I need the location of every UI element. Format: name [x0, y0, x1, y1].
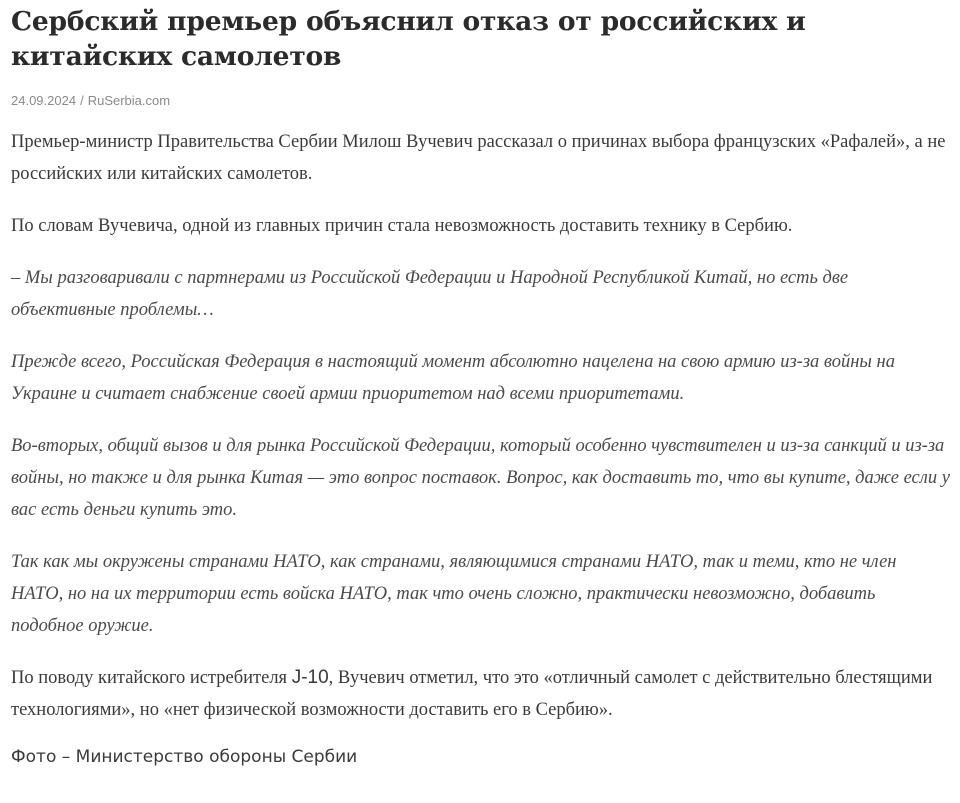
paragraph-j10	[11, 662, 951, 726]
paragraph-j10-start: По поводу китайского истребителя	[11, 668, 292, 688]
paragraph-reason: По словам Вучевича, одной из главных причин стала невозможность доставить технику в Сербию.	[11, 216, 793, 236]
quote-paragraph-4: Так как мы окружены странами НАТО, как странами, являющимися странами НАТО, так и теми, кто не член НАТО, но на их территории есть войска НАТО, так что очень сложно, практически невозможно, добавить подобное оружие.	[11, 552, 897, 636]
paragraph-intro: Премьер-министр Правительства Сербии Милош Вучевич рассказал о причинах выбора французских «Рафалей», а не российских или китайских самолетов.	[11, 132, 946, 184]
meta-separator: /	[80, 93, 84, 108]
paragraph-j10-end: , Вучевич отметил, что это «отличный самолет с действительно блестящими технологиями», но «нет физической возможности доставить его в Сербию».	[11, 668, 933, 720]
article-title: Сербский премьер объяснил отказ от российских и китайских самолетов	[11, 6, 806, 72]
source-link[interactable]: RuSerbia.com	[87, 93, 171, 108]
jet-name: J-10	[291, 667, 329, 688]
quote-paragraph-2: Прежде всего, Российская Федерация в настоящий момент абсолютно нацелена на свою армию из-за войны на Украине и считает снабжение своей армии приоритетом над всеми приоритетами.	[11, 352, 895, 404]
quote-paragraph-1: – Мы разговаривали с партнерами из Российской Федерации и Народной Республикой Китай, но есть две объективные проблемы…	[11, 268, 849, 320]
photo-credit: Фото – Министерство обороны Сербии	[11, 747, 358, 767]
article	[11, 0, 951, 769]
quote-paragraph-3: Во-вторых, общий вызов и для рынка Российской Федерации, который особенно чувствителен и из-за санкций и из-за войны, но также и для рынка Китая — это вопрос поставок. Вопрос, как доставить то, что вы купите, даже если у вас есть деньги купить это.	[11, 436, 950, 520]
publish-date: 24.09.2024	[11, 93, 77, 108]
article-meta	[11, 93, 951, 109]
